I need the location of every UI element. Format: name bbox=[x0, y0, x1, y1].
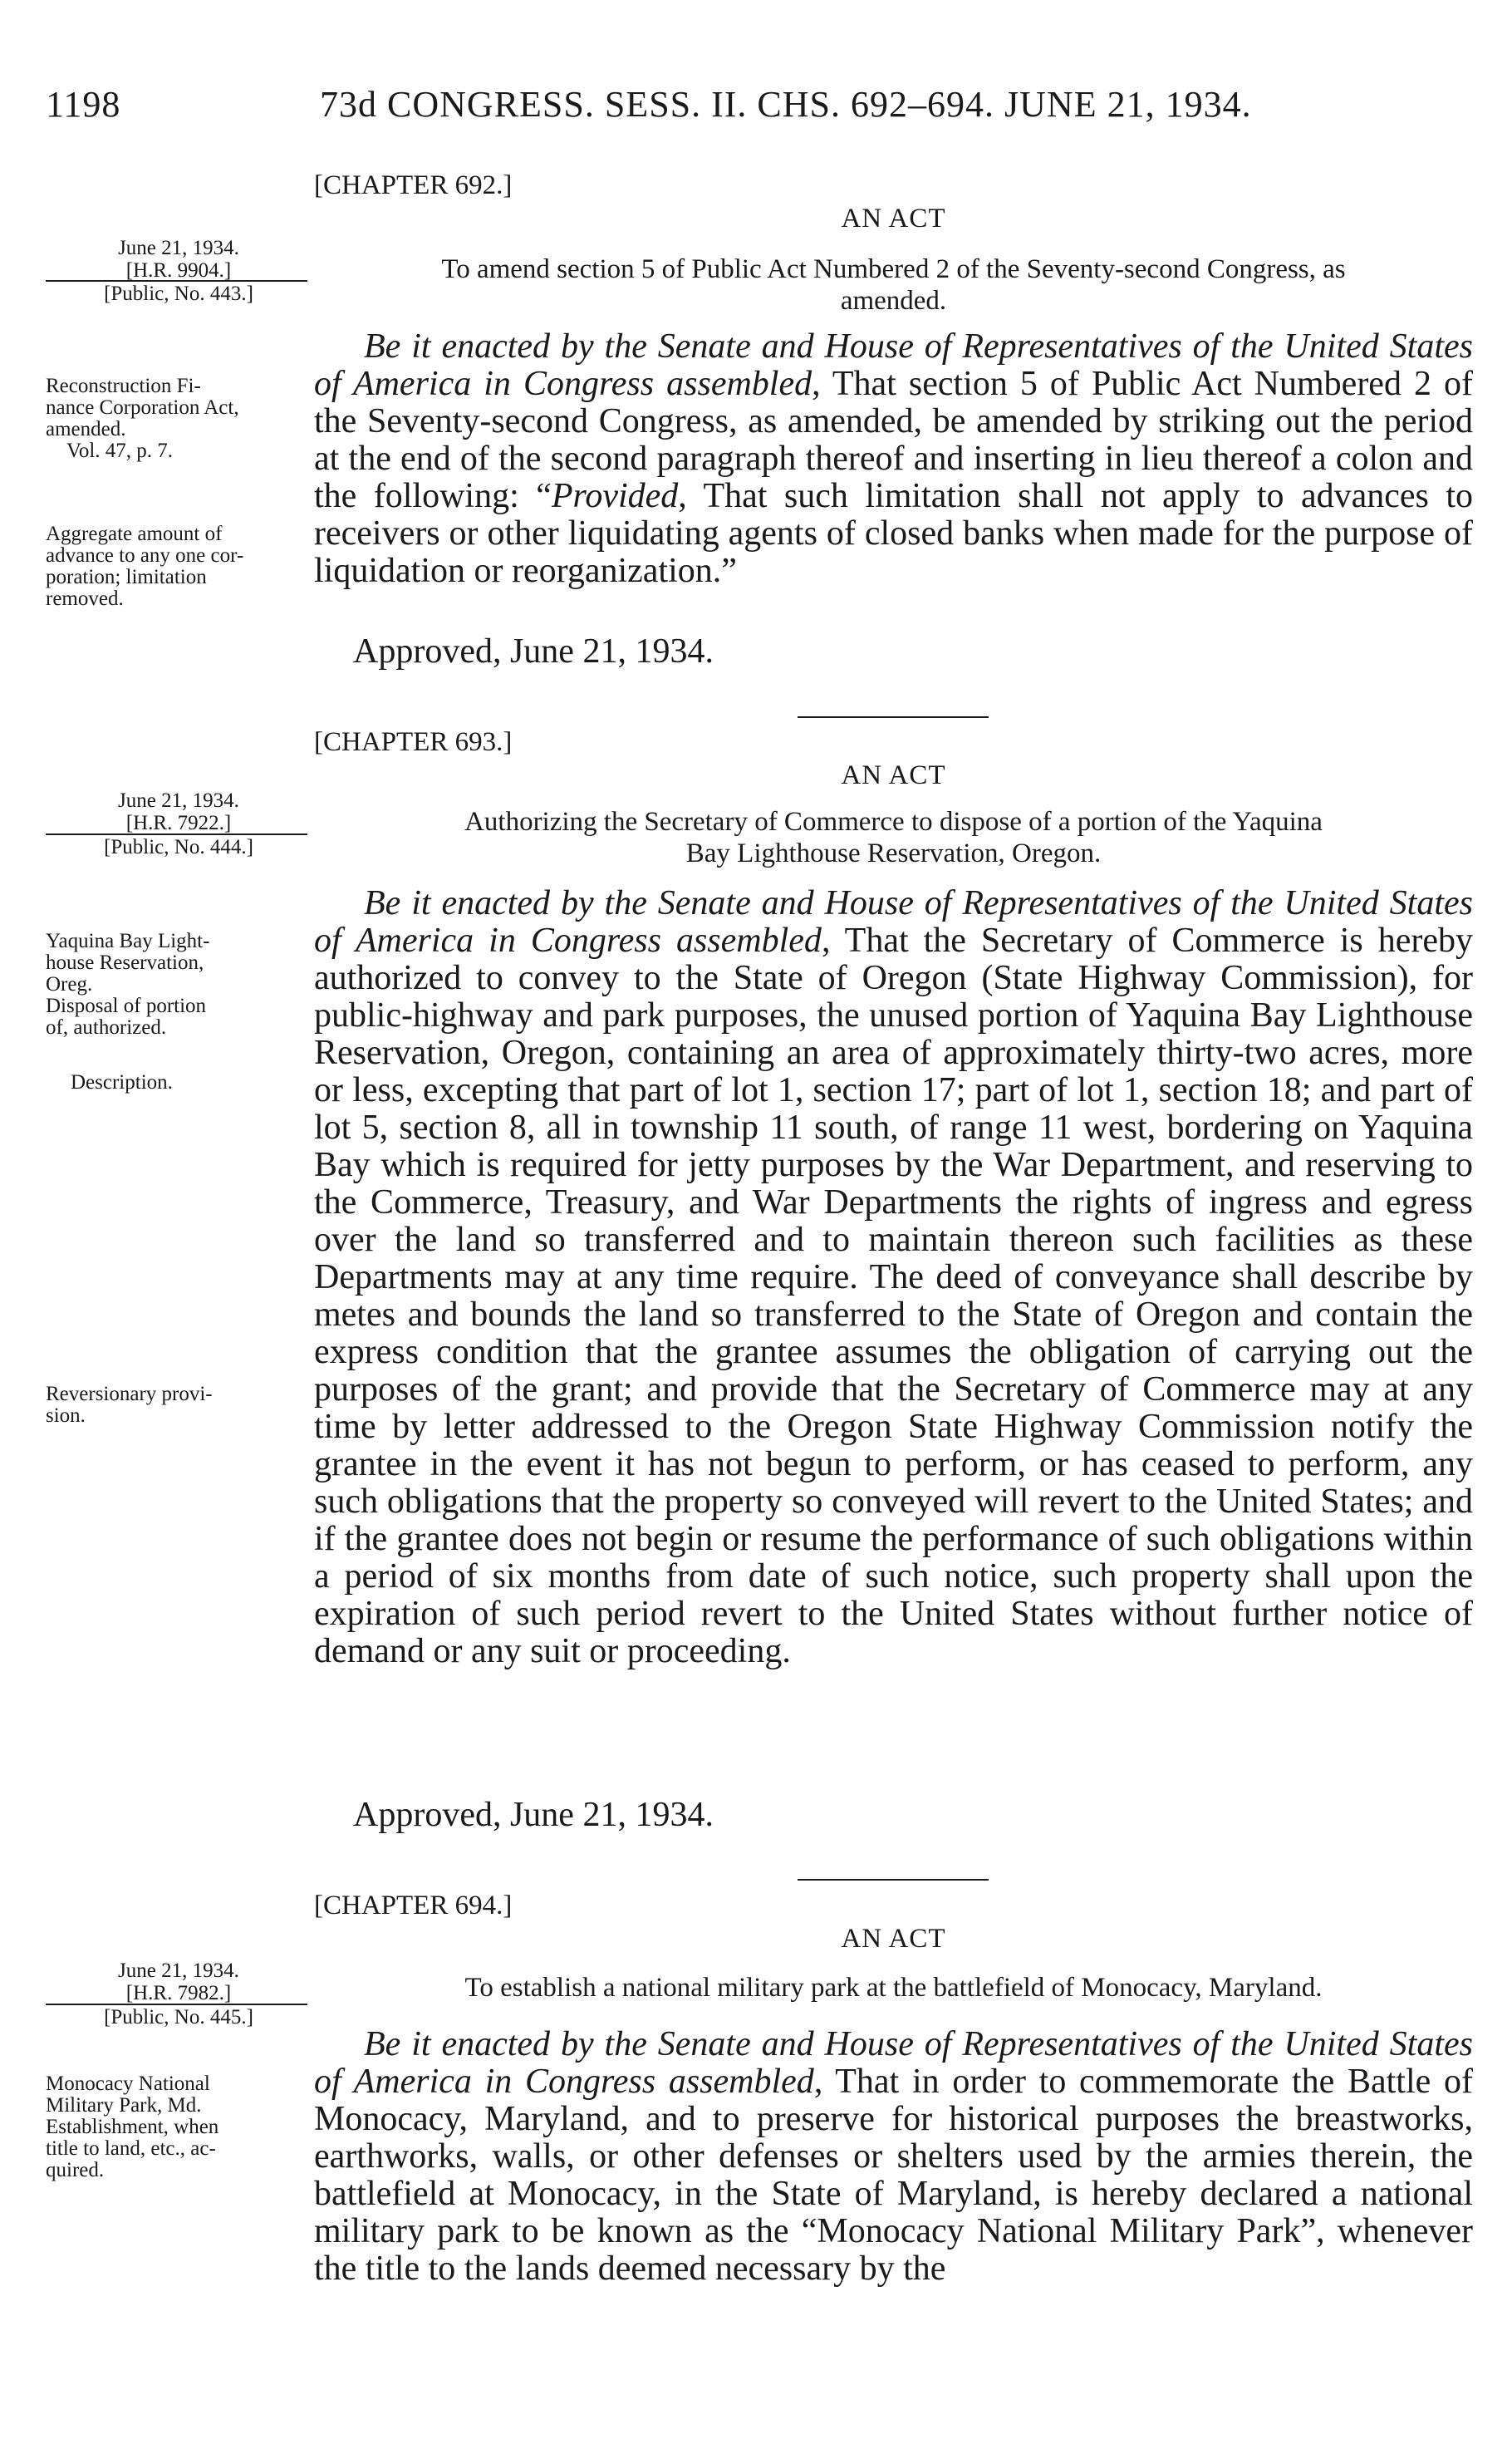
margin-note bbox=[46, 376, 303, 462]
enacting-clause: Be it enacted by the Senate and House of Representatives of the United States of America in Congress assembled bbox=[314, 327, 1473, 403]
side-bill-number: [H.R. 9904.] bbox=[125, 259, 232, 282]
chapter-label: [CHAPTER 693.] bbox=[314, 727, 513, 757]
act-title-line: Authorizing the Secretary of Commerce to dispose of a portion of the Yaquina bbox=[464, 807, 1323, 837]
approved-date: Approved, June 21, 1934. bbox=[353, 1796, 714, 1834]
act-title-line: Bay Lighthouse Reservation, Oregon. bbox=[685, 838, 1102, 868]
act-body bbox=[314, 2026, 1473, 2288]
act-title bbox=[314, 1972, 1473, 2004]
margin-note-line: nance Corporation Act, bbox=[46, 396, 239, 419]
side-divider bbox=[46, 2004, 307, 2005]
section-divider bbox=[798, 716, 989, 718]
side-public-number: [Public, No. 444.] bbox=[104, 836, 253, 858]
margin-note-line: sion. bbox=[46, 1404, 86, 1427]
side-citation bbox=[46, 789, 312, 834]
act-title-line: To amend section 5 of Public Act Numbered 2 of the Seventy-second Congress, as bbox=[441, 254, 1346, 284]
side-citation bbox=[46, 237, 312, 282]
act-body bbox=[314, 328, 1473, 590]
margin-note-line: Vol. 47, p. 7. bbox=[66, 440, 174, 462]
margin-note bbox=[46, 1384, 303, 1427]
side-public-number: [Public, No. 445.] bbox=[104, 2006, 253, 2028]
proviso-word: Provided bbox=[551, 477, 679, 515]
margin-note-line: amended. bbox=[46, 418, 126, 440]
side-bill-number: [H.R. 7922.] bbox=[125, 812, 232, 834]
side-date: June 21, 1934. bbox=[118, 1960, 239, 1982]
side-public-law bbox=[46, 2006, 312, 2028]
margin-note bbox=[46, 1072, 328, 1094]
section-divider bbox=[798, 1879, 989, 1881]
act-title bbox=[314, 253, 1473, 317]
act-body-text: , That in order to commemorate the Battle of Monocacy, Maryland, and to preserve for historical purposes the breastworks, earthworks, walls, or other defenses or shelters used by the armies therein, the battlefield at Monocacy, in the State of Maryland, is hereby declared a national military park to be known as the “Monocacy National Military Park”, whenever the title to the lands deemed necessary by the bbox=[314, 2063, 1473, 2288]
margin-note bbox=[46, 524, 303, 610]
side-date: June 21, 1934. bbox=[118, 789, 239, 812]
margin-note-line: of, authorized. bbox=[46, 1016, 167, 1039]
act-body-text: , That section 5 of Public Act Numbered 2 of the Seventy-second Congress, as amended, be amended by striking out the period at the end of the second paragraph thereof and inserting in lieu thereof a colon and the following: “ bbox=[314, 365, 1474, 515]
margin-note-line: Reversionary provi- bbox=[46, 1383, 213, 1405]
margin-note bbox=[46, 931, 303, 1039]
an-act-heading: AN ACT bbox=[841, 204, 946, 234]
page-header bbox=[46, 83, 1470, 133]
margin-note-line: house Reservation, bbox=[46, 952, 204, 974]
an-act-heading: AN ACT bbox=[841, 760, 946, 790]
page-number: 1198 bbox=[46, 84, 121, 125]
act-body-text-rest: , That such limitation shall not apply to advances to receivers or other liquidating agents of closed banks when made for the purpose of liquidation or reorganization.” bbox=[314, 477, 1473, 590]
side-citation bbox=[46, 1960, 312, 2004]
margin-note-line: advance to any one cor- bbox=[46, 544, 244, 567]
side-public-number: [Public, No. 443.] bbox=[104, 283, 253, 305]
side-bill-number: [H.R. 7982.] bbox=[125, 1982, 232, 2004]
running-head: 73d CONGRESS. SESS. II. CHS. 692–694. JUNE 21, 1934. bbox=[320, 84, 1252, 125]
enacting-clause: Be it enacted by the Senate and House of Representatives of the United States of America in Congress assembled bbox=[314, 884, 1473, 960]
margin-note-line: quired. bbox=[46, 2159, 105, 2181]
margin-note-line: Monocacy National bbox=[46, 2073, 210, 2095]
margin-note bbox=[46, 2073, 303, 2181]
approved-date: Approved, June 21, 1934. bbox=[353, 632, 714, 671]
margin-note-line: Military Park, Md. bbox=[46, 2094, 202, 2117]
margin-note-line: Disposal of portion bbox=[46, 995, 207, 1017]
margin-note-line: Yaquina Bay Light- bbox=[46, 930, 210, 952]
side-public-law bbox=[46, 283, 312, 305]
act-title bbox=[314, 806, 1473, 869]
margin-note-line: Oreg. bbox=[46, 973, 93, 996]
margin-note-line: title to land, etc., ac- bbox=[46, 2137, 216, 2160]
an-act-heading: AN ACT bbox=[841, 1924, 946, 1954]
chapter-label: [CHAPTER 692.] bbox=[314, 170, 513, 200]
side-divider bbox=[46, 833, 307, 835]
enacting-clause: Be it enacted by the Senate and House of Representatives of the United States of America in Congress assembled bbox=[314, 2025, 1473, 2101]
side-divider bbox=[46, 280, 307, 282]
act-body bbox=[314, 885, 1473, 1670]
side-date: June 21, 1934. bbox=[118, 237, 239, 259]
margin-note-line: Description. bbox=[71, 1071, 173, 1094]
side-public-law bbox=[46, 836, 312, 858]
margin-note-line: poration; limitation bbox=[46, 566, 207, 588]
margin-note-line: removed. bbox=[46, 588, 124, 610]
act-body-text: , That the Secretary of Commerce is hereby authorized to convey to the State of Oregon (State Highway Commission), for public-highway and park purposes, the unused portion of Yaquina Bay Lighthouse Reservation, Oregon, containing an area of approximately thirty-two acres, more or less, excepting that part of lot 1, section 17; part of lot 1, section 18; and part of lot 5, section 8, all in township 11 south, of range 11 west, bordering on Yaquina Bay which is required for jetty purposes by the War Department, and reserving to the Commerce, Treasury, and War Departments the rights of ingress and egress over the land so transferred and to maintain thereon such facilities as these Departments may at any time require. The deed of conveyance shall describe by metes and bounds the land so transferred to the State of Oregon and contain the express condition that the grantee assumes the obligation of carrying out the purposes of the grant; and provide that the Secretary of Commerce may at any time by letter addressed to the Oregon State Highway Commission notify the grantee in the event it has not begun to perform, or has ceased to perform, any such obligations that the property so conveyed will revert to the United States; and if the grantee does not begin or resume the performance of such obligations within a period of six months from date of such notice, such property shall upon the expiration of such period revert to the United States without further notice of demand or any suit or proceeding. bbox=[314, 922, 1473, 1670]
chapter-label: [CHAPTER 694.] bbox=[314, 1891, 513, 1920]
margin-note-line: Establishment, when bbox=[46, 2116, 219, 2138]
act-title-line: To establish a national military park at the battlefield of Monocacy, Maryland. bbox=[464, 1973, 1323, 2003]
act-title-line: amended. bbox=[840, 286, 947, 316]
margin-note-line: Reconstruction Fi- bbox=[46, 375, 201, 397]
margin-note-line: Aggregate amount of bbox=[46, 523, 223, 545]
